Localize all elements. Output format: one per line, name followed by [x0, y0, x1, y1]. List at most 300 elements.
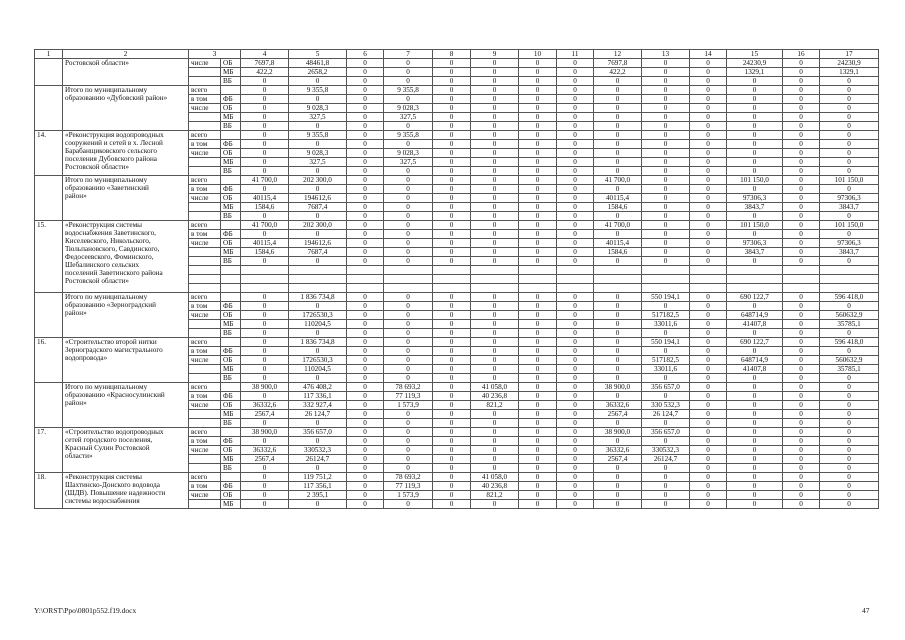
value-cell: 0	[820, 500, 879, 509]
value-cell	[289, 266, 347, 275]
value-cell: 0	[820, 437, 879, 446]
value-cell: 0	[471, 257, 519, 266]
row-type	[189, 248, 221, 257]
item-name-line: «Реконструкция водопроводных	[65, 131, 164, 139]
value-cell: 0	[690, 365, 727, 374]
value-cell: 0	[289, 167, 347, 176]
item-name-line: «Реконструкция системы	[65, 473, 142, 481]
value-cell: 0	[642, 68, 690, 77]
value-cell: 0	[783, 311, 820, 320]
row-type	[189, 320, 221, 329]
value-cell: 0	[690, 131, 727, 140]
value-cell: 0	[783, 230, 820, 239]
value-cell: 0	[690, 311, 727, 320]
value-cell: 0	[690, 77, 727, 86]
item-name-line: образованию «Заветинский	[65, 184, 149, 192]
value-cell: 1726530,3	[289, 311, 347, 320]
value-cell: 0	[433, 446, 471, 455]
value-cell: 0	[241, 437, 289, 446]
value-cell: 0	[727, 473, 783, 482]
value-cell: 0	[594, 392, 642, 401]
value-cell: 9 355,8	[289, 86, 347, 95]
value-cell: 0	[642, 302, 690, 311]
value-cell: 0	[519, 86, 557, 95]
value-cell: 0	[820, 401, 879, 410]
value-cell: 0	[471, 68, 519, 77]
value-cell: 9 028,3	[384, 149, 433, 158]
value-cell: 0	[594, 500, 642, 509]
value-cell: 0	[384, 140, 433, 149]
value-cell: 0	[783, 194, 820, 203]
value-cell: 0	[557, 464, 594, 473]
value-cell: 0	[471, 140, 519, 149]
value-cell: 0	[519, 212, 557, 221]
value-cell: 0	[241, 392, 289, 401]
value-cell: 0	[594, 158, 642, 167]
value-cell: 0	[557, 248, 594, 257]
value-cell: 41 700,0	[594, 176, 642, 185]
value-cell: 40115,4	[594, 194, 642, 203]
value-cell: 38 900,0	[241, 428, 289, 437]
value-cell: 0	[690, 194, 727, 203]
value-cell: 0	[519, 419, 557, 428]
value-cell: 0	[642, 500, 690, 509]
value-cell: 0	[642, 77, 690, 86]
value-cell: 0	[433, 248, 471, 257]
value-cell: 26 124,7	[642, 410, 690, 419]
item-name-line: район»	[65, 309, 87, 317]
funding-source: МБ	[221, 248, 241, 257]
value-cell: 0	[433, 482, 471, 491]
value-cell: 0	[594, 212, 642, 221]
value-cell: 0	[241, 464, 289, 473]
value-cell: 0	[384, 329, 433, 338]
value-cell: 40115,4	[594, 239, 642, 248]
value-cell: 0	[347, 95, 384, 104]
item-name-line: образованию «Зерноградский	[65, 301, 156, 309]
item-name	[63, 86, 189, 131]
value-cell: 0	[471, 311, 519, 320]
table-row	[35, 293, 879, 302]
value-cell	[557, 284, 594, 293]
item-name-line: поселений Заветинского района	[65, 269, 163, 277]
row-type: в том	[189, 482, 221, 491]
value-cell: 0	[347, 212, 384, 221]
value-cell: 0	[642, 419, 690, 428]
value-cell: 0	[241, 158, 289, 167]
value-cell: 0	[347, 320, 384, 329]
value-cell: 0	[471, 77, 519, 86]
value-cell: 0	[783, 248, 820, 257]
value-cell: 0	[557, 482, 594, 491]
value-cell: 0	[347, 419, 384, 428]
value-cell: 0	[783, 437, 820, 446]
value-cell: 0	[642, 185, 690, 194]
value-cell: 0	[519, 320, 557, 329]
row-type	[189, 464, 221, 473]
value-cell	[557, 266, 594, 275]
item-name	[63, 221, 189, 293]
table-row	[35, 473, 879, 482]
value-cell: 101 150,0	[820, 176, 879, 185]
funding-source: МБ	[221, 113, 241, 122]
value-cell: 0	[594, 437, 642, 446]
value-cell: 0	[557, 221, 594, 230]
value-cell: 0	[433, 194, 471, 203]
item-name-line: Итого по муниципальному	[65, 176, 148, 184]
value-cell: 0	[384, 464, 433, 473]
table-row	[35, 428, 879, 437]
value-cell: 0	[690, 455, 727, 464]
table-body	[35, 50, 879, 509]
value-cell: 35785,1	[820, 320, 879, 329]
value-cell: 194612,6	[289, 194, 347, 203]
row-type	[189, 68, 221, 77]
value-cell: 0	[384, 293, 433, 302]
value-cell: 0	[557, 203, 594, 212]
item-name-line: район»	[65, 399, 87, 407]
value-cell: 0	[727, 455, 783, 464]
value-cell: 0	[471, 320, 519, 329]
value-cell: 0	[820, 113, 879, 122]
value-cell	[690, 266, 727, 275]
row-type: в том	[189, 185, 221, 194]
value-cell: 0	[594, 140, 642, 149]
value-cell: 327,5	[289, 158, 347, 167]
value-cell: 0	[820, 464, 879, 473]
value-cell: 0	[690, 221, 727, 230]
value-cell: 0	[471, 410, 519, 419]
value-cell	[820, 284, 879, 293]
item-number	[35, 383, 63, 428]
value-cell: 9 355,8	[384, 86, 433, 95]
value-cell: 0	[820, 122, 879, 131]
value-cell: 0	[519, 248, 557, 257]
value-cell: 0	[347, 329, 384, 338]
value-cell: 0	[783, 77, 820, 86]
value-cell: 101 150,0	[820, 221, 879, 230]
value-cell: 0	[433, 392, 471, 401]
funding-source: ФБ	[221, 347, 241, 356]
value-cell: 0	[727, 401, 783, 410]
value-cell: 0	[557, 437, 594, 446]
value-cell: 0	[820, 158, 879, 167]
value-cell: 0	[642, 131, 690, 140]
value-cell: 3843,7	[820, 248, 879, 257]
column-header-4: 4	[241, 50, 289, 59]
value-cell: 0	[642, 329, 690, 338]
value-cell	[471, 266, 519, 275]
value-cell: 0	[347, 176, 384, 185]
row-type: всего	[189, 221, 221, 230]
value-cell: 0	[690, 176, 727, 185]
value-cell: 0	[433, 401, 471, 410]
value-cell: 0	[557, 158, 594, 167]
table-row	[35, 86, 879, 95]
row-type: в том	[189, 392, 221, 401]
value-cell: 0	[783, 158, 820, 167]
value-cell: 0	[347, 239, 384, 248]
value-cell: 690 122,7	[727, 338, 783, 347]
value-cell: 0	[347, 464, 384, 473]
value-cell: 0	[471, 230, 519, 239]
value-cell: 0	[433, 122, 471, 131]
row-type	[189, 455, 221, 464]
value-cell: 0	[557, 419, 594, 428]
row-type: числе	[189, 491, 221, 500]
value-cell: 0	[241, 482, 289, 491]
value-cell: 0	[783, 347, 820, 356]
value-cell: 0	[727, 122, 783, 131]
value-cell: 0	[241, 320, 289, 329]
value-cell: 0	[384, 122, 433, 131]
value-cell: 0	[384, 365, 433, 374]
value-cell: 327,5	[384, 158, 433, 167]
value-cell: 0	[519, 140, 557, 149]
column-header-7: 7	[384, 50, 433, 59]
value-cell: 0	[471, 122, 519, 131]
value-cell: 0	[642, 113, 690, 122]
funding-source: ОБ	[221, 311, 241, 320]
value-cell: 26124,7	[642, 455, 690, 464]
value-cell: 422,2	[241, 68, 289, 77]
value-cell: 0	[820, 86, 879, 95]
value-cell: 0	[384, 374, 433, 383]
funding-source: ОБ	[221, 356, 241, 365]
value-cell: 202 300,0	[289, 176, 347, 185]
value-cell: 0	[820, 95, 879, 104]
value-cell: 0	[519, 95, 557, 104]
value-cell: 0	[557, 320, 594, 329]
value-cell: 0	[727, 464, 783, 473]
value-cell: 0	[690, 329, 727, 338]
value-cell: 0	[594, 356, 642, 365]
value-cell: 0	[642, 59, 690, 68]
value-cell	[519, 284, 557, 293]
value-cell	[783, 284, 820, 293]
value-cell: 0	[241, 374, 289, 383]
item-name-line: Шахтинско-Донского водовода	[65, 481, 160, 489]
column-header-15: 15	[727, 50, 783, 59]
value-cell: 9 355,8	[384, 131, 433, 140]
row-type: всего	[189, 383, 221, 392]
value-cell: 0	[594, 95, 642, 104]
value-cell: 97306,3	[727, 239, 783, 248]
value-cell: 0	[471, 221, 519, 230]
value-cell: 0	[594, 185, 642, 194]
row-type: в том	[189, 230, 221, 239]
value-cell: 330532,3	[642, 446, 690, 455]
value-cell: 0	[519, 104, 557, 113]
value-cell: 0	[783, 239, 820, 248]
value-cell: 0	[289, 347, 347, 356]
funding-source	[221, 428, 241, 437]
value-cell	[820, 266, 879, 275]
item-name-line: системы водоснабжения	[65, 497, 140, 505]
value-cell: 0	[384, 302, 433, 311]
value-cell: 0	[471, 104, 519, 113]
value-cell: 0	[519, 482, 557, 491]
funding-source	[221, 383, 241, 392]
value-cell: 0	[727, 419, 783, 428]
funding-source	[221, 176, 241, 185]
value-cell: 0	[557, 140, 594, 149]
value-cell: 0	[347, 347, 384, 356]
value-cell: 0	[519, 500, 557, 509]
value-cell: 0	[471, 428, 519, 437]
value-cell: 0	[471, 239, 519, 248]
value-cell: 1329,1	[727, 68, 783, 77]
value-cell: 0	[727, 482, 783, 491]
funding-source	[221, 266, 241, 275]
funding-source: ОБ	[221, 104, 241, 113]
row-type	[189, 266, 221, 275]
value-cell: 0	[433, 176, 471, 185]
funding-source: ОБ	[221, 59, 241, 68]
value-cell: 0	[594, 347, 642, 356]
value-cell: 0	[241, 356, 289, 365]
item-number: 17.	[35, 428, 63, 473]
value-cell: 332 927,4	[289, 401, 347, 410]
row-type	[189, 275, 221, 284]
value-cell: 0	[289, 500, 347, 509]
value-cell: 0	[727, 491, 783, 500]
funding-source: ОБ	[221, 446, 241, 455]
value-cell: 0	[519, 167, 557, 176]
value-cell: 0	[783, 185, 820, 194]
value-cell: 0	[241, 293, 289, 302]
value-cell: 36332,6	[594, 446, 642, 455]
value-cell: 0	[820, 473, 879, 482]
value-cell: 0	[727, 329, 783, 338]
value-cell: 0	[241, 365, 289, 374]
value-cell: 648714,9	[727, 356, 783, 365]
item-name-line: Тюльпановского, Савдинского,	[65, 245, 160, 253]
value-cell: 0	[690, 212, 727, 221]
value-cell: 0	[289, 464, 347, 473]
value-cell: 0	[347, 437, 384, 446]
value-cell: 0	[384, 410, 433, 419]
value-cell: 0	[241, 419, 289, 428]
value-cell: 9 028,3	[384, 104, 433, 113]
row-type: всего	[189, 293, 221, 302]
item-number	[35, 86, 63, 131]
row-type: всего	[189, 428, 221, 437]
value-cell: 0	[519, 185, 557, 194]
value-cell: 0	[642, 239, 690, 248]
value-cell: 0	[783, 392, 820, 401]
value-cell: 0	[471, 149, 519, 158]
column-header-17: 17	[820, 50, 879, 59]
value-cell: 0	[347, 446, 384, 455]
value-cell: 0	[690, 302, 727, 311]
item-name-line: водопровода»	[65, 354, 108, 362]
value-cell: 0	[519, 221, 557, 230]
value-cell: 0	[727, 185, 783, 194]
funding-source: ВБ	[221, 329, 241, 338]
item-name-line: Зерноградского магистрального	[65, 346, 163, 354]
value-cell: 0	[519, 194, 557, 203]
item-name-line: водоснабжения Заветинского,	[65, 229, 156, 237]
value-cell: 0	[241, 86, 289, 95]
value-cell: 0	[384, 500, 433, 509]
value-cell: 0	[433, 86, 471, 95]
value-cell: 0	[642, 248, 690, 257]
value-cell: 0	[433, 500, 471, 509]
value-cell: 0	[384, 230, 433, 239]
value-cell: 0	[783, 482, 820, 491]
value-cell: 422,2	[594, 68, 642, 77]
value-cell: 0	[384, 419, 433, 428]
value-cell: 0	[594, 338, 642, 347]
item-name-line: Шебалинского сельских	[65, 261, 140, 269]
value-cell: 0	[347, 221, 384, 230]
value-cell: 0	[519, 257, 557, 266]
value-cell: 0	[557, 239, 594, 248]
value-cell: 0	[384, 77, 433, 86]
value-cell: 9 355,8	[289, 131, 347, 140]
value-cell: 0	[642, 482, 690, 491]
funding-source: МБ	[221, 500, 241, 509]
value-cell: 0	[783, 302, 820, 311]
row-type: числе	[189, 239, 221, 248]
value-cell: 0	[783, 320, 820, 329]
value-cell: 0	[519, 329, 557, 338]
value-cell: 2567,4	[241, 455, 289, 464]
value-cell: 0	[347, 410, 384, 419]
value-cell: 0	[642, 230, 690, 239]
value-cell: 0	[433, 149, 471, 158]
value-cell: 0	[433, 167, 471, 176]
value-cell: 356 657,0	[642, 428, 690, 437]
value-cell: 0	[690, 491, 727, 500]
value-cell: 0	[433, 410, 471, 419]
column-header-10: 10	[519, 50, 557, 59]
value-cell: 0	[783, 59, 820, 68]
value-cell	[471, 284, 519, 293]
item-name-line: Красный Сулин Ростовской	[65, 444, 150, 452]
value-cell: 0	[347, 149, 384, 158]
row-type: всего	[189, 473, 221, 482]
value-cell	[433, 275, 471, 284]
value-cell: 0	[557, 95, 594, 104]
value-cell: 0	[594, 365, 642, 374]
row-type: числе	[189, 311, 221, 320]
value-cell: 0	[642, 491, 690, 500]
item-name-line: (ШДВ). Повышение надежности	[65, 489, 166, 497]
item-name-line: «Строительство водопроводных	[65, 428, 164, 436]
value-cell: 97306,3	[820, 194, 879, 203]
value-cell: 0	[347, 185, 384, 194]
value-cell: 0	[727, 437, 783, 446]
item-number	[35, 59, 63, 86]
row-type: в том	[189, 140, 221, 149]
value-cell: 0	[783, 95, 820, 104]
value-cell: 0	[727, 158, 783, 167]
footer-file-path: Y:\ORST\Ppo\0801p552.f19.docx	[34, 606, 137, 615]
value-cell: 36332,6	[241, 401, 289, 410]
value-cell: 330 532,3	[642, 401, 690, 410]
value-cell: 0	[820, 131, 879, 140]
value-cell: 0	[820, 140, 879, 149]
funding-source: ФБ	[221, 95, 241, 104]
value-cell: 202 300,0	[289, 221, 347, 230]
table-row	[35, 383, 879, 392]
value-cell: 0	[347, 167, 384, 176]
funding-source: ФБ	[221, 140, 241, 149]
value-cell: 0	[347, 302, 384, 311]
value-cell: 0	[384, 167, 433, 176]
